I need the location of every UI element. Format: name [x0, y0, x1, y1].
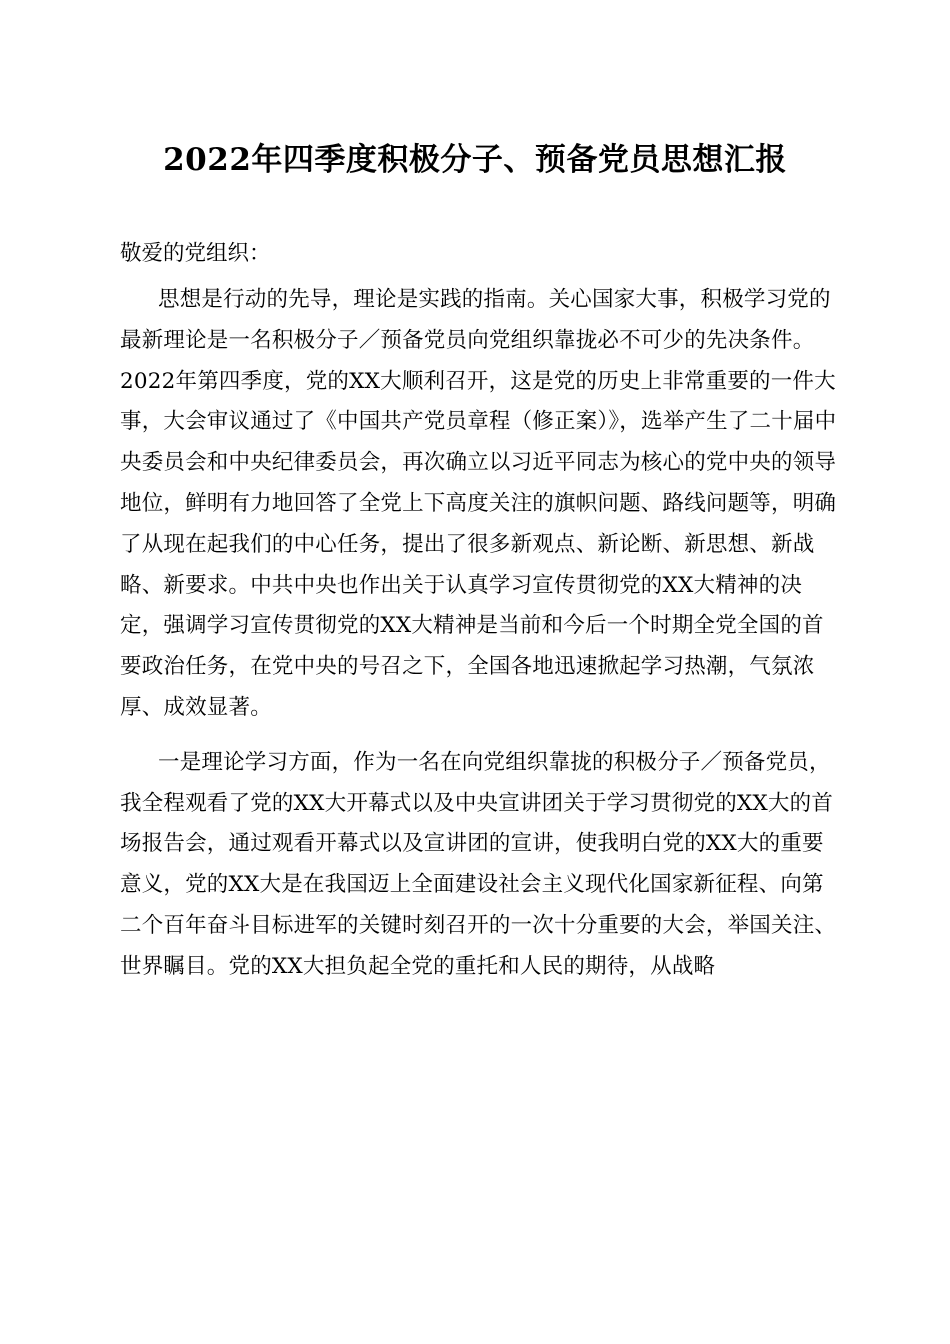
- document-body: [120, 280, 840, 988]
- document-title: 2022年四季度积极分子、预备党员思想汇报: [163, 142, 787, 178]
- paragraph-intro: 思想是行动的先导，理论是实践的指南。关心国家大事，积极学习党的最新理论是一名积极分子／预备党员向党组织靠拢必不可少的先决条件。2022年第四季度，党的XX大顺利召开，这是党的历史上非常重要的一件大事，大会审议通过了《中国共产党员章程（修正案）》，选举产生了二十届中央委员会和中央纪律委员会，再次确立以习近平同志为核心的党中央的领导地位，鲜明有力地回答了全党上下高度关注的旗帜问题、路线问题等，明确了从现在起我们的中心任务，提出了很多新观点、新论断、新思想、新战略、新要求。中共中央也作出关于认真学习宣传贯彻党的XX大精神的决定，强调学习宣传贯彻党的XX大精神是当前和今后一个时期全党全国的首要政治任务，在党中央的号召之下，全国各地迅速掀起学习热潮，气氛浓厚、成效显著。: [120, 287, 837, 720]
- salutation: 敬爱的党组织：: [120, 241, 271, 266]
- paragraph-theory-study: 一是理论学习方面，作为一名在向党组织靠拢的积极分子／预备党员，我全程观看了党的XX大开幕式以及中央宣讲团关于学习贯彻党的XX大的首场报告会，通过观看开幕式以及宣讲团的宣讲，使我明白党的XX大的重要意义，党的XX大是在我国迈上全面建设社会主义现代化国家新征程、向第二个百年奋斗目标进军的关键时刻召开的一次十分重要的大会，举国关注、世界瞩目。党的XX大担负起全党的重托和人民的期待，从战略: [120, 749, 837, 979]
